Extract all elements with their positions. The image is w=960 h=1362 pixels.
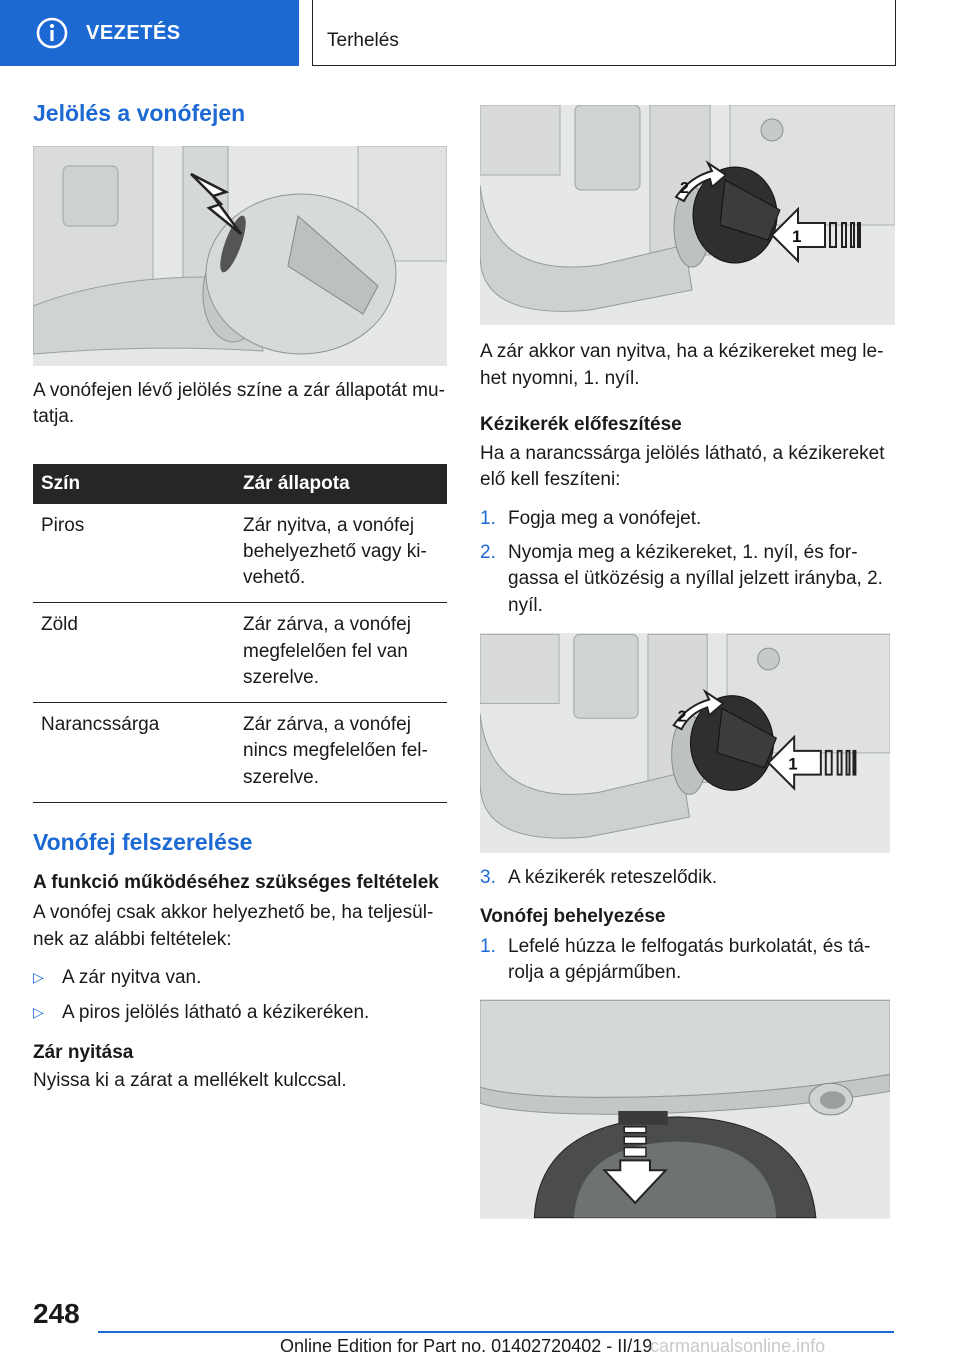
cell-color: Narancssárga [33, 703, 235, 803]
table-row [33, 703, 447, 803]
info-icon [34, 15, 70, 51]
arrow-label-2: 2 [677, 708, 687, 726]
step-text: Nyomja meg a kézikereket, 1. nyíl, és for-gassa el ütközésig a nyíllal jelzett irányba, 2. nyíl. [508, 541, 883, 616]
page-title-box [312, 0, 896, 66]
lock-step [480, 865, 895, 892]
table-row [33, 603, 447, 703]
page-title: Terhelés [327, 30, 399, 51]
pretension-text: Ha a narancssárga jelölés látható, a kézikereket elő kell feszíteni: [480, 442, 885, 491]
heading-pretension: Kézikerék előfeszítése [480, 414, 682, 436]
heading-open-lock: Zár nyitása [33, 1042, 134, 1064]
arrow-label-1: 1 [792, 227, 802, 246]
step-number: 3. [480, 867, 496, 889]
open-lock-text: Nyissa ki a zárat a mellékelt kulccsal. [33, 1070, 347, 1091]
col-header-state: Zár állapota [235, 464, 447, 504]
list-item-text: A zár nyitva van. [62, 967, 202, 989]
arrow-label-2: 2 [680, 180, 689, 197]
figure-handwheel-rotate [480, 633, 890, 853]
step-text: Lefelé húzza le felfogatás burkolatát, és tá-rolja a gépjárműben. [508, 935, 871, 984]
step-number: 1. [480, 508, 496, 530]
col-header-color: Szín [33, 464, 235, 504]
heading-requirements: A funkció működéséhez szükséges feltételek [33, 872, 439, 894]
watermark: carmanualsonline.info [650, 1336, 826, 1356]
figure-coupling-marking [33, 146, 447, 366]
list-item [480, 865, 895, 892]
heading-mounting: Vonófej felszerelése [33, 828, 253, 855]
section-label: VEZETÉS [86, 21, 181, 44]
list-item [480, 540, 895, 620]
list-item [480, 934, 895, 987]
cell-state: Zár nyitva, a vonófej behelyezhető vagy ki-vehető. [235, 504, 447, 603]
figure-bumper-cover [480, 999, 890, 1219]
cell-color: Zöld [33, 603, 235, 703]
step-text: A kézikerék reteszelődik. [508, 867, 718, 889]
pretension-steps [480, 506, 895, 619]
cell-state: Zár zárva, a vonófej nincs megfelelően fel-szerelve. [235, 703, 447, 803]
footer-divider [98, 1331, 894, 1333]
table-header-row [33, 464, 447, 504]
marking-description: A vonófejen lévő jelölés színe a zár állapotát mu-tatja. [33, 379, 445, 428]
cell-state: Zár zárva, a vonófej megfelelően fel van szerelve. [235, 603, 447, 703]
step-number: 2. [480, 541, 496, 563]
right-column [480, 105, 895, 1219]
triangle-right-icon: ▷ [33, 1003, 44, 1020]
heading-insert-coupling: Vonófej behelyezése [480, 905, 666, 927]
list-item [33, 1000, 447, 1027]
requirements-text: A vonófej csak akkor helyezhető be, ha teljesül-nek az alábbi feltételek: [33, 901, 434, 950]
page-number: 248 [33, 1298, 80, 1329]
step-text: Fogja meg a vonófejet. [508, 508, 702, 530]
table-row [33, 504, 447, 603]
section-tab [0, 0, 299, 66]
figure-handwheel-press [480, 105, 895, 325]
list-item [480, 506, 895, 533]
lock-state-table [33, 464, 447, 803]
insert-steps [480, 934, 895, 987]
heading-marking: Jelölés a vonófejen [33, 100, 246, 126]
cell-color: Piros [33, 504, 235, 603]
left-column [33, 100, 447, 1095]
requirements-list [33, 965, 447, 1026]
arrow-label-1: 1 [788, 755, 798, 775]
page-header [0, 0, 960, 66]
edition-text: Online Edition for Part no. 01402720402 - II/19 [280, 1336, 653, 1356]
step-number: 1. [480, 935, 496, 957]
triangle-right-icon: ▷ [33, 969, 44, 986]
list-item [33, 965, 447, 992]
press-caption: A zár akkor van nyitva, ha a kézikereket meg le-het nyomni, 1. nyíl. [480, 341, 884, 389]
list-item-text: A piros jelölés látható a kézikeréken. [62, 1001, 370, 1023]
